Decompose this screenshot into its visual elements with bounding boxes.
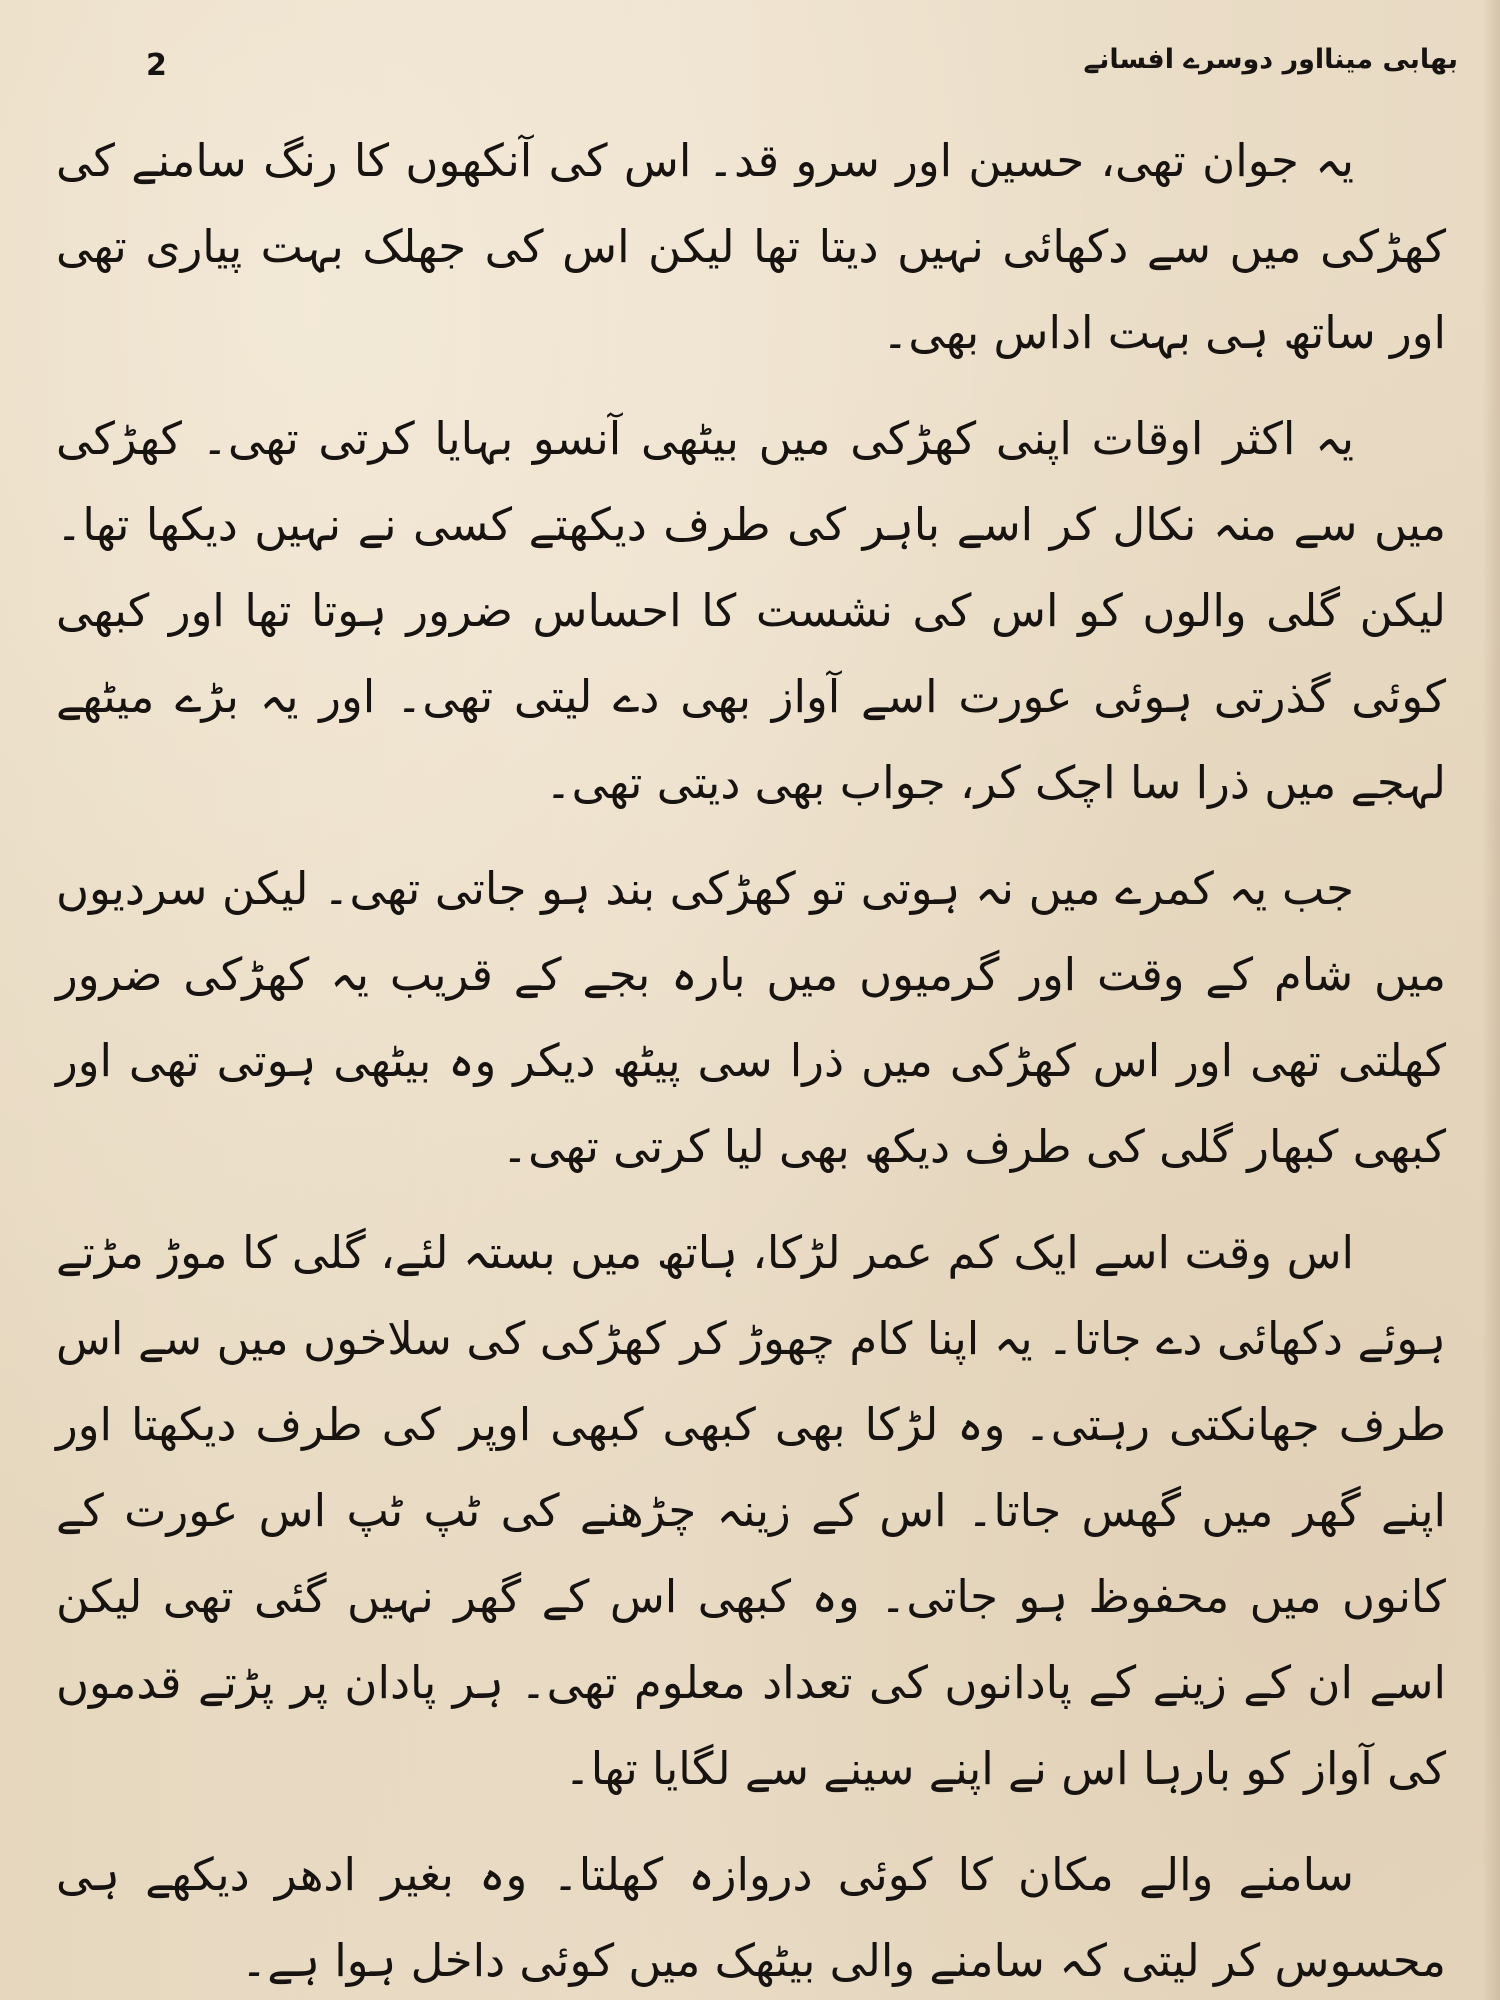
page-edge-shadow [1482,0,1500,2000]
running-title: بھابی مینااور دوسرے افسانے [1083,44,1458,75]
story-text [56,118,1446,2000]
paragraph-4: اس وقت اسے ایک کم عمر لڑکا، ہاتھ میں بستہ لئے، گلی کا موڑ مڑتے ہوئے دکھائی دے جاتا۔ یہ اپنا کام چھوڑ کر کھڑکی کی سلاخوں میں سے اس طرف جھانکتی رہتی۔ وہ لڑکا بھی کبھی کبھی اوپر کی طرف دیکھتا اور اپنے گھر میں گھس جاتا۔ اس کے زینہ چڑھنے کی ٹپ ٹپ اس عورت کے کانوں میں محفوظ ہو جاتی۔ وہ کبھی اس کے گھر نہیں گئی تھی لیکن اسے ان کے زینے کے پادانوں کی تعداد معلوم تھی۔ ہر پادان پر پڑتے قدموں کی آواز کو بارہا اس نے اپنے سینے سے لگایا تھا۔ [56,1226,1446,1795]
paragraph-2: یہ اکثر اوقات اپنی کھڑکی میں بیٹھی آنسو بہایا کرتی تھی۔ کھڑکی میں سے منہ نکال کر اسے باہر کی طرف دیکھتے کسی نے نہیں دیکھا تھا۔ لیکن گلی والوں کو اس کی نشست کا احساس ضرور ہوتا تھا اور کبھی کوئی گذرتی ہوئی عورت اسے آواز بھی دے لیتی تھی۔ اور یہ بڑے میٹھے لہجے میں ذرا سا اچک کر، جواب بھی دیتی تھی۔ [56,412,1446,809]
paragraph-1: یہ جوان تھی، حسین اور سرو قد۔ اس کی آنکھوں کا رنگ سامنے کی کھڑکی میں سے دکھائی نہیں دیتا تھا لیکن اس کی جھلک بہت پیاری تھی اور ساتھ ہی بہت اداس بھی۔ [56,134,1446,359]
paragraph-3: جب یہ کمرے میں نہ ہوتی تو کھڑکی بند ہو جاتی تھی۔ لیکن سردیوں میں شام کے وقت اور گرمیوں میں بارہ بجے کے قریب یہ کھڑکی ضرور کھلتی تھی اور اس کھڑکی میں ذرا سی پیٹھ دیکر وہ بیٹھی ہوتی تھی اور کبھی کبھار گلی کی طرف دیکھ بھی لیا کرتی تھی۔ [56,862,1446,1173]
page-number: 2 [146,48,168,83]
paragraph-5: سامنے والے مکان کا کوئی دروازہ کھلتا۔ وہ بغیر ادھر دیکھے ہی محسوس کر لیتی کہ سامنے والی بیٹھک میں کوئی داخل ہوا ہے۔ [56,1848,1446,1987]
page-header [110,44,1458,104]
